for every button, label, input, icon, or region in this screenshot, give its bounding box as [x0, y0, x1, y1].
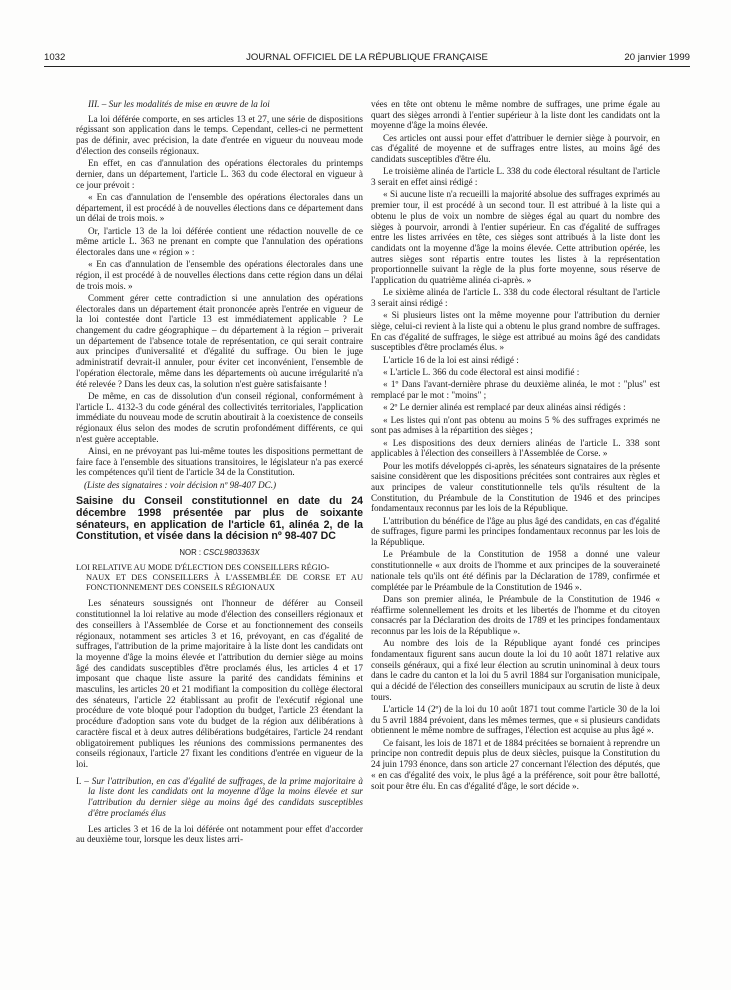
paragraph: Le troisième alinéa de l'article L. 338 du code électoral résultant de l'article 3 serait en effet ainsi rédigé :	[371, 166, 660, 188]
nor-label: NOR :	[179, 547, 202, 557]
right-paragraphs	[371, 99, 660, 791]
paragraph: « Si plusieurs listes ont la même moyenne pour l'attribution du dernier siège, celui-ci revient à la liste qui a obtenu le plus grand nombre de suffrages. En cas d'égalité de suffrages, le siège est attribué au moins âgé des candidats susceptibles d'être proclamés élus. »	[371, 310, 660, 353]
paragraph: Pour les motifs développés ci-après, les sénateurs signataires de la présente saisine considèrent que les dispositions précitées sont contraires aux règles et aux principes de valeur constitutionnelle tels qu'ils résultent de la Constitution, du Préambule de la Constitution de 1946 et des principes fondamentaux reconnus par les lois de la République.	[371, 460, 660, 514]
left-column	[76, 99, 363, 847]
paragraph: Les articles 3 et 16 de la loi déférée ont notamment pour effet d'accorder au deuxième tour, lorsque les deux listes arri-	[76, 823, 363, 845]
saisine-heading: Saisine du Conseil constitutionnel en date du 24 décembre 1998 présentée par plus de soixante sénateurs, en application de l'article 61, alinéa 2, de la Constitution, et visée dans la décision nº 98-407 DC	[76, 495, 363, 543]
paragraph: Les sénateurs soussignés ont l'honneur de déférer au Conseil constitutionnel la loi relative au mode d'élection des conseillers régionaux et des conseillers à l'Assemblée de Corse et au fonctionnement des conseils régionaux, notamment ses articles 3 et 16, prévoyant, en cas d'égalité de suffrages, l'attribution de la prime majoritaire à la liste dont les candidats ont la moyenne d'âge la moins élevée et l'attribution du dernier siège au moins âgé des candidats susceptibles d'être proclamés élus, les articles 4 et 17 imposant que chaque liste assure la parité des candidats féminins et masculins, les articles 20 et 21 modifiant la composition du collège électoral des sénateurs, l'article 22 établissant au profit de l'exécutif régional une procédure de vote bloqué pour l'adoption du budget, l'article 23 étendant la procédure d'adoption sans vote du budget de la région aux délibérations à caractère fiscal et à deux autres délibérations budgétaires, l'article 24 rendant obligatoirement publiques les réunions des commissions permanentes des conseils régionaux, l'article 27 fixant les conditions d'entrée en vigueur de la loi.	[76, 598, 363, 769]
paragraph: L'article 16 de la loi est ainsi rédigé :	[383, 354, 519, 365]
paragraph: Comment gérer cette contradiction si une annulation des opérations électorales dans un département était prononcée après l'entrée en vigueur de la loi contestée dont l'article 13 est immédiatement applicable ? Le changement du cadre géographique – du département à la région – priverait un département de l'absence totale de représentation, ce qui serait contraire aux principes d'universalité et d'égalité du suffrage. Ou bien le juge administratif devrait-il annuler, pour éviter cet inconvénient, l'ensemble de l'opération électorale, même dans les départements où aucune irrégularité n'a été relevée ? Dans les deux cas, la solution n'est guère satisfaisante !	[76, 292, 363, 389]
paragraph: Dans son premier alinéa, le Préambule de la Constitution de 1946 « réaffirme solennellement les droits et les libertés de l'homme et du citoyen consacrés par la Déclaration des droits de 1789 et les principes fondamentaux reconnus par les lois de la République ».	[371, 593, 660, 636]
paragraph: L'attribution du bénéfice de l'âge au plus âgé des candidats, en cas d'égalité de suffrages, figure parmi les principes fondamentaux reconnus par les lois de la République.	[371, 515, 660, 548]
paragraph: De même, en cas de dissolution d'un conseil régional, conformément à l'article L. 4132-3 du code général des collectivités territoriales, l'application immédiate du nouveau mode de scrutin aboutirait à la coexistence de conseils régionaux élus selon des modes de scrutin profondément différents, ce qui n'est guère acceptable.	[76, 390, 363, 444]
paragraph: « 1º Dans l'avant-dernière phrase du deuxième alinéa, le mot : "plus" est remplacé par le mot : "moins" ;	[371, 379, 660, 401]
paragraph: Le sixième alinéa de l'article L. 338 du code électoral résultant de l'article 3 serait ainsi rédigé :	[371, 287, 660, 309]
paragraph: « En cas d'annulation de l'ensemble des opérations électorales dans un département, il est procédé à de nouvelles élections dans ce département dans un délai de trois mois. »	[76, 191, 363, 224]
section-one-heading	[76, 776, 363, 819]
left-paragraphs-a	[76, 114, 363, 478]
left-paragraphs-c	[76, 824, 363, 845]
paragraph: Ainsi, en ne prévoyant pas lui-même toutes les dispositions permettant de faire face à l'ensemble des situations transitoires, le législateur n'a pas exercé les compétences qu'il tient de l'article 34 de la Constitution.	[76, 445, 363, 478]
right-column	[371, 99, 660, 793]
section-one-number: I.	[76, 775, 82, 786]
paragraph: « Les listes qui n'ont pas obtenu au moins 5 % des suffrages exprimés ne sont pas admises à la répartition des sièges ;	[371, 414, 660, 436]
paragraph: « 2º Le dernier alinéa est remplacé par deux alinéas ainsi rédigés :	[383, 402, 626, 413]
loi-title	[76, 563, 363, 593]
issue-date: 20 janvier 1999	[624, 52, 690, 63]
loi-title-rest: NAUX ET DES CONSEILLERS À L'ASSEMBLÉE DE CORSE ET AU FONCTIONNEMENT DES CONSEILS RÉGIONAUX	[86, 573, 363, 593]
paragraph: « Les dispositions des deux derniers alinéas de l'article L. 338 sont applicables à l'élection des conseillers à l'Assemblée de Corse. »	[371, 437, 660, 459]
loi-title-first: LOI RELATIVE AU MODE D'ÉLECTION DES CONSEILLERS RÉGIO-	[76, 563, 330, 573]
paragraph: Le Préambule de la Constitution de 1958 a donné une valeur constitutionnelle « aux droits de l'homme et aux principes de la souveraineté nationale tels qu'ils ont été définis par la Déclaration de 1789, confirmée et complétée par le Préambule de la Constitution de 1946 ».	[371, 549, 660, 592]
running-header	[44, 52, 690, 66]
header-rule	[44, 66, 690, 67]
paragraph: Ces articles ont aussi pour effet d'attribuer le dernier siège à pourvoir, en cas d'égalité de moyenne et de suffrages entre listes, au moins âgé des candidats susceptibles d'être élu.	[371, 132, 660, 165]
paragraph: Or, l'article 13 de la loi déférée contient une rédaction nouvelle de ce même article L. 363 ne prenant en compte que l'annulation des opérations électorales dans une « région » :	[76, 225, 363, 257]
paragraph: vées en tête ont obtenu le même nombre de suffrages, une prime égale au quart des sièges arrondi à l'entier supérieur à la liste dont les candidats ont la moyenne d'âge la moins élevée.	[371, 99, 660, 131]
paragraph: La loi déférée comporte, en ses articles 13 et 27, une série de dispositions régissant son application dans le temps. Cependant, celles-ci ne permettent pas de définir, avec précision, la date d'entrée en vigueur du nouveau mode d'élection des conseils régionaux.	[76, 113, 363, 156]
paragraph: L'article 14 (2º) de la loi du 10 août 1871 tout comme l'article 30 de la loi du 5 avril 1884 prévoient, dans les mêmes termes, que « si plusieurs candidats obtiennent le même nombre de suffrages, l'élection est acquise au plus âgé ».	[371, 704, 660, 736]
paragraph: « En cas d'annulation de l'ensemble des opérations électorales dans une région, il est procédé à de nouvelles élections dans cette région dans un délai de trois mois. »	[76, 259, 363, 291]
nor-code: CSCL9803363X	[203, 547, 260, 557]
paragraph: Au nombre des lois de la République ayant fondé ces principes fondamentaux figurent sans aucun doute la loi du 10 août 1871 relative aux conseils généraux, qui a fixé leur élection au scrutin uninominal à deux tours dans le cadre du canton et la loi du 5 avril 1884 sur l'organisation municipale, qui a décidé de l'élection des conseillers municipaux au scrutin de liste à deux tours.	[371, 638, 660, 702]
page-number: 1032	[44, 52, 66, 63]
left-paragraphs-b	[76, 598, 363, 769]
journal-title: JOURNAL OFFICIEL DE LA RÉPUBLIQUE FRANÇAISE	[246, 52, 488, 63]
section-heading: III. – Sur les modalités de mise en œuvre de la loi	[88, 99, 270, 109]
nor-reference	[76, 548, 363, 559]
paragraph: « L'article L. 366 du code électoral est ainsi modifié :	[383, 367, 580, 378]
paragraph: « Si aucune liste n'a recueilli la majorité absolue des suffrages exprimés au premier tour, il est procédé à un second tour. Il est attribué à la liste qui a obtenu le plus de voix un nombre de sièges égal au quart du nombre des sièges à pourvoir, arrondi à l'entier supérieur. En cas d'égalité de suffrages entre les listes arrivées en tête, ces sièges sont attribués à la liste dont les candidats ont la moyenne d'âge la moins élevée. Cette attribution opérée, les autres sièges sont répartis entre toutes les listes à la représentation proportionnelle suivant la règle de la plus forte moyenne, sous réserve de l'application du quatrième alinéa ci-après. »	[371, 189, 660, 286]
signatories-reference: (Liste des signataires : voir décision nº 98-407 DC.)	[84, 479, 277, 490]
section-one-title: – Sur l'attribution, en cas d'égalité de suffrages, de la prime majoritaire à la liste dont les candidats ont la moyenne d'âge la moins élevée et sur l'attribution du dernier siège au moins âgé des candidats susceptibles d'être proclamés élus	[84, 775, 364, 818]
paragraph: Ce faisant, les lois de 1871 et de 1884 précitées se bornaient à reprendre un principe non contredit depuis plus de deux siècles, puisque la Constitution du 24 juin 1793 énonce, dans son article 27 concernant l'élection des députés, que « en cas d'égalité des voix, le plus âgé a la préférence, soit pour être ballotté, soit pour être élu. En cas d'égalité d'âge, le sort décide ».	[371, 737, 660, 791]
paragraph: En effet, en cas d'annulation des opérations électorales du printemps dernier, dans un département, l'article L. 363 du code électoral en vigueur à ce jour prévoit :	[76, 158, 363, 190]
